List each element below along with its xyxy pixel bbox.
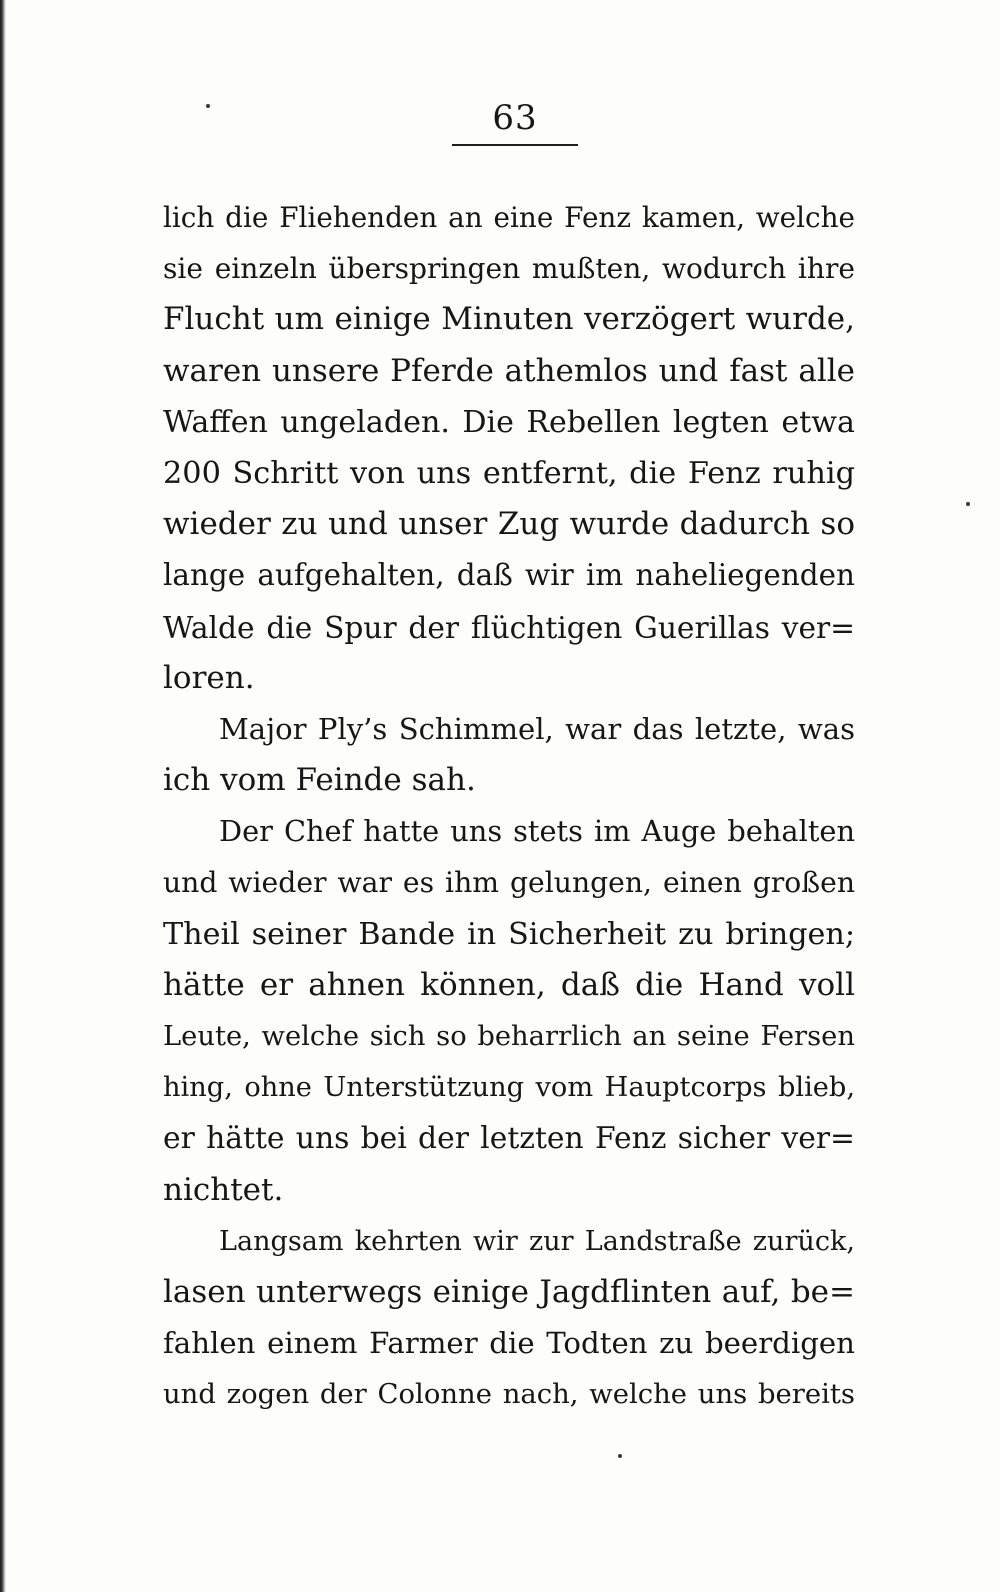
text-line: er hätte uns bei der letzten Fenz sicher ver= bbox=[163, 1121, 855, 1157]
text-line: und zogen der Colonne nach, welche uns bereits bbox=[163, 1379, 855, 1411]
text-line: hätte er ahnen können, daß die Hand voll bbox=[163, 966, 855, 1003]
paper-speck bbox=[966, 502, 970, 506]
paragraph-start-line: Der Chef hatte uns stets im Auge behalten bbox=[219, 814, 855, 849]
paper-speck bbox=[618, 1454, 622, 1458]
text-line: Walde die Spur der flüchtigen Guerillas ver= bbox=[163, 609, 855, 645]
text-line: 200 Schritt von uns entfernt, die Fenz ruhig bbox=[163, 455, 855, 491]
text-line: ich vom Feinde sah. bbox=[163, 762, 476, 799]
text-line: lange aufgehalten, daß wir im naheliegenden bbox=[163, 558, 855, 593]
text-line: lich die Fliehenden an eine Fenz kamen, welche bbox=[163, 201, 855, 234]
page-number: 63 bbox=[492, 98, 538, 138]
text-line: nichtet. bbox=[163, 1171, 284, 1208]
text-line: wieder zu und unser Zug wurde dadurch so bbox=[163, 506, 855, 543]
text-line: hing, ohne Unterstützung vom Hauptcorps blieb, bbox=[163, 1072, 855, 1104]
paper-speck bbox=[206, 104, 210, 108]
page-header bbox=[450, 96, 580, 146]
text-line: Theil seiner Bande in Sicherheit zu bringen; bbox=[163, 916, 855, 952]
page-edge-shadow bbox=[0, 0, 6, 1592]
text-line: loren. bbox=[163, 659, 255, 696]
text-line: und wieder war es ihm gelungen, einen großen bbox=[163, 866, 855, 900]
text-line: waren unsere Pferde athemlos und fast alle bbox=[163, 352, 855, 389]
text-line: sie einzeln überspringen mußten, wodurch ihre bbox=[163, 252, 855, 286]
text-line: Flucht um einige Minuten verzögert wurde, bbox=[163, 301, 855, 338]
text-line: lasen unterwegs einige Jagdflinten auf, be= bbox=[163, 1273, 855, 1310]
paragraph-start-line: Major Ply’s Schimmel, war das letzte, was bbox=[219, 711, 855, 746]
text-line: Leute, welche sich so beharrlich an seine Fersen bbox=[163, 1021, 855, 1052]
text-line: fahlen einem Farmer die Todten zu beerdigen bbox=[163, 1326, 855, 1361]
body-text bbox=[163, 192, 855, 1421]
page-number-rule bbox=[452, 144, 578, 146]
text-line: Waffen ungeladen. Die Rebellen legten etwa bbox=[163, 404, 855, 440]
paragraph-start-line: Langsam kehrten wir zur Landstraße zurück, bbox=[219, 1225, 855, 1257]
